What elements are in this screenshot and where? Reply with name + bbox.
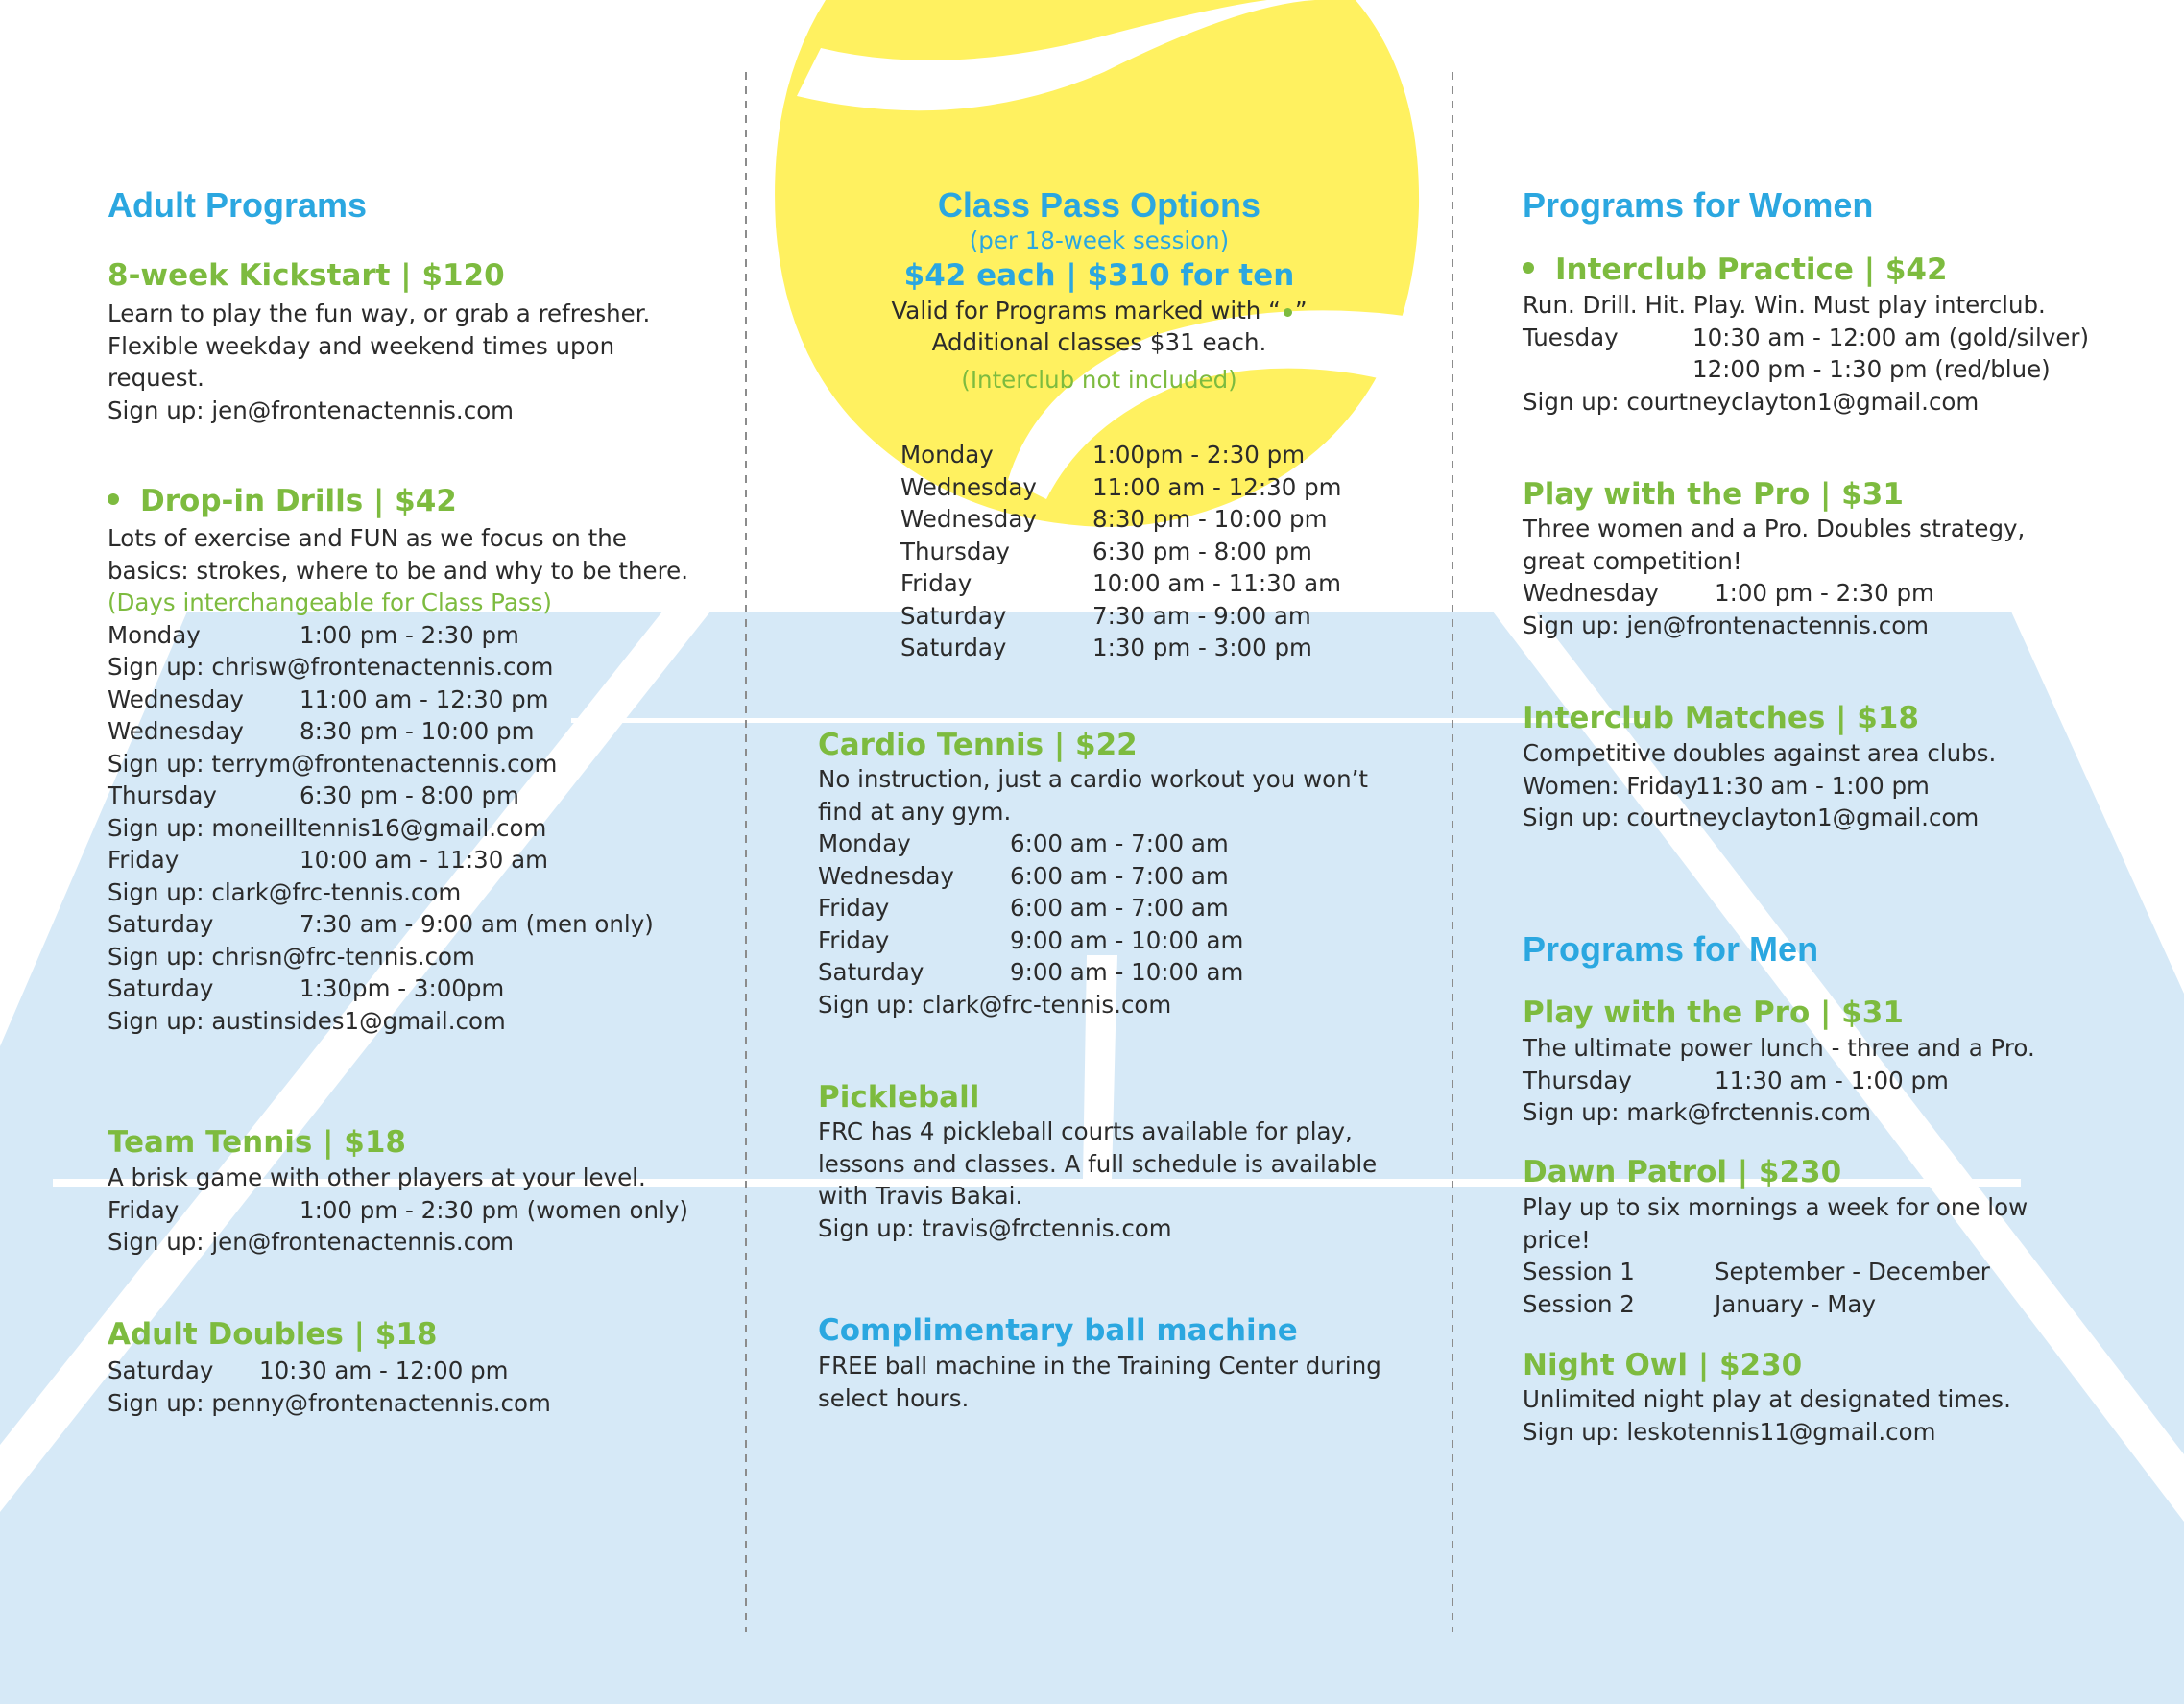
interclub-practice-description: Run. Drill. Hit. Play. Win. Must play interclub. Tuesday 10:30 am - 12:00 am (gold/silver) 12:00 pm - 1:30 pm (red/blue) Sign up: courtneyclayton1@gmail.com: [1523, 291, 2090, 416]
court-service-line-top: [571, 718, 1646, 723]
schedule-time: 6:30 pm - 8:00 pm: [1092, 537, 1312, 565]
team-tennis-description: A brisk game with other players at your level. Friday 1:00 pm - 2:30 pm (women only) Sign up: jen@frontenactennis.com: [108, 1164, 688, 1256]
schedule-row: [900, 471, 1342, 504]
schedule-day: Thursday: [108, 781, 217, 809]
adult-programs-title: Adult Programs: [108, 185, 368, 225]
class-pass-bullet-icon: [1523, 262, 1534, 274]
ball-machine-heading: Complimentary ball machine: [818, 1313, 1298, 1348]
men-pro-description: The ultimate power lunch - three and a Pro. Thursday 11:30 am - 1:00 pm Sign up: mark@frctennis.com: [1523, 1034, 2035, 1126]
schedule-time: 7:30 am - 9:00 am (men only): [300, 910, 654, 938]
men-programs-title: Programs for Men: [1523, 929, 1819, 969]
signup-email: Sign up: moneilltennis16@gmail.com: [108, 813, 547, 842]
signup-email: Sign up: chrisn@frc-tennis.com: [108, 942, 475, 971]
adult-doubles-description: Saturday 10:30 am - 12:00 pm Sign up: penny@frontenactennis.com: [108, 1356, 551, 1417]
schedule-time: 6:30 pm - 8:00 pm: [300, 781, 519, 809]
schedule-row: [108, 844, 688, 876]
dropin-schedule: [108, 619, 688, 1038]
interclub-practice-heading: Interclub Practice | $42: [1523, 252, 1948, 287]
class-pass-header: [811, 185, 1387, 402]
schedule-row: [818, 892, 1368, 924]
schedule-time: 8:30 pm - 10:00 pm: [300, 717, 535, 745]
schedule-day: Wednesday: [900, 505, 1037, 533]
class-pass-subtitle: (per 18-week session): [969, 227, 1230, 254]
schedule-day: Monday: [108, 620, 201, 649]
schedule-day: Friday: [108, 846, 180, 874]
schedule-time: 1:30pm - 3:00pm: [300, 974, 505, 1002]
signup-email: Sign up: chrisw@frontenactennis.com: [108, 653, 554, 681]
schedule-row: [818, 924, 1368, 957]
dawn-patrol-description: Play up to six mornings a week for one low price! Session 1 September - December Session 2 January - May: [1523, 1193, 2028, 1318]
schedule-time: 8:30 pm - 10:00 pm: [1092, 505, 1328, 533]
signup-email: Sign up: terrym@frontenactennis.com: [108, 749, 558, 778]
schedule-row: [900, 600, 1342, 633]
schedule-time: 9:00 am - 10:00 am: [1010, 958, 1244, 986]
class-pass-additional: Additional classes $31 each.: [931, 328, 1267, 356]
schedule-row: [900, 536, 1342, 568]
schedule-day: Friday: [818, 894, 890, 922]
schedule-day: Friday: [818, 925, 890, 954]
interclub-matches-description: Competitive doubles against area clubs. Women: Friday 11:30 am - 1:00 pm Sign up: courtneyclayton1@gmail.com: [1523, 739, 1997, 831]
class-pass-bullet-icon: [108, 493, 119, 505]
schedule-row: [108, 1005, 688, 1038]
kickstart-description: Learn to play the fun way, or grab a refresher. Flexible weekday and weekend times upon request. Sign up: jen@frontenactennis.com: [108, 300, 651, 424]
class-pass-schedule: [900, 439, 1342, 664]
schedule-row: [108, 812, 688, 845]
cardio-schedule: [818, 828, 1368, 989]
women-pro-heading: Play with the Pro | $31: [1523, 477, 1904, 512]
night-owl-description: Unlimited night play at designated times. Sign up: leskotennis11@gmail.com: [1523, 1385, 2011, 1446]
schedule-time: 10:00 am - 11:30 am: [1092, 569, 1341, 597]
schedule-row: [900, 503, 1342, 536]
dawn-patrol-heading: Dawn Patrol | $230: [1523, 1155, 1842, 1189]
dropin-heading: Drop-in Drills | $42: [108, 484, 457, 518]
schedule-time: 9:00 am - 10:00 am: [1010, 925, 1244, 954]
schedule-time: 1:30 pm - 3:00 pm: [1092, 634, 1312, 661]
schedule-time: 1:00pm - 2:30 pm: [1092, 441, 1306, 468]
schedule-row: [108, 780, 688, 812]
schedule-day: Saturday: [900, 634, 1007, 661]
men-pro-heading: Play with the Pro | $31: [1523, 996, 1904, 1030]
class-pass-bullet-icon: [1284, 308, 1292, 317]
signup-email: Sign up: austinsides1@gmail.com: [108, 1006, 506, 1035]
class-pass-valid: Valid for Programs marked with “ ”: [891, 297, 1308, 324]
schedule-time: 10:00 am - 11:30 am: [300, 846, 548, 874]
schedule-day: Friday: [900, 569, 972, 597]
schedule-row: [900, 632, 1342, 664]
schedule-day: Monday: [900, 441, 994, 468]
schedule-row: [108, 876, 688, 909]
team-tennis-heading: Team Tennis | $18: [108, 1125, 406, 1160]
schedule-time: 6:00 am - 7:00 am: [1010, 894, 1229, 922]
schedule-time: 11:00 am - 12:30 pm: [300, 684, 549, 713]
class-pass-price: $42 each | $310 for ten: [903, 258, 1295, 293]
schedule-day: Saturday: [108, 910, 214, 938]
schedule-row: [108, 684, 688, 716]
schedule-row: [108, 972, 688, 1005]
adult-doubles-heading: Adult Doubles | $18: [108, 1317, 438, 1352]
schedule-day: Wednesday: [818, 861, 954, 890]
pickleball-description: FRC has 4 pickleball courts available for play, lessons and classes. A full schedule is available with Travis Bakai. Sign up: travis@frctennis.com: [818, 1117, 1378, 1242]
class-pass-title: Class Pass Options: [937, 185, 1261, 225]
schedule-day: Saturday: [900, 601, 1007, 630]
schedule-row: [900, 567, 1342, 600]
schedule-row: [108, 651, 688, 684]
schedule-day: Wednesday: [108, 717, 244, 745]
interclub-matches-heading: Interclub Matches | $18: [1523, 701, 1919, 735]
signup-email: Sign up: clark@frc-tennis.com: [108, 877, 462, 906]
schedule-day: Monday: [818, 829, 911, 857]
schedule-time: 7:30 am - 9:00 am: [1092, 601, 1311, 630]
schedule-day: Wednesday: [900, 472, 1037, 501]
women-programs-title: Programs for Women: [1523, 185, 1874, 225]
ball-machine-description: FREE ball machine in the Training Center during select hours.: [818, 1352, 1381, 1412]
cardio-description: No instruction, just a cardio workout you won’t find at any gym. Monday 6:00 am - 7:00 am Wednesday 6:00 am - 7:00 am Friday 6:00 am - 7:00 am Friday 9:00 am - 10:00 am Saturday 9:00 am - 10:00 am Sign up: clark@frc-tennis.com: [818, 765, 1369, 1019]
women-pro-description: Three women and a Pro. Doubles strategy, great competition! Wednesday 1:00 pm - 2:30 pm Sign up: jen@frontenactennis.com: [1523, 515, 2026, 639]
pickleball-heading: Pickleball: [818, 1080, 980, 1115]
schedule-time: 6:00 am - 7:00 am: [1010, 829, 1229, 857]
kickstart-heading: 8-week Kickstart | $120: [108, 258, 505, 293]
schedule-row: [108, 941, 688, 973]
schedule-day: Wednesday: [108, 684, 244, 713]
schedule-day: Saturday: [108, 974, 214, 1002]
schedule-day: Thursday: [900, 537, 1010, 565]
schedule-row: [108, 715, 688, 748]
dropin-description: Lots of exercise and FUN as we focus on the basics: strokes, where to be and why to be there. (Days interchangeable for Class Pass) Monday 1:00 pm - 2:30 pm Sign up: chrisw@frontenactennis.com Wednesday 11:00 am - 12:30 pm Wednesday 8:30 pm - 10:00 pm Sign up: terrym@frontenactennis.com Thursday 6:30 pm - 8:00 pm Sign up: moneilltennis16@gmail.com Friday 10:00 am - 11:30 am Sign up: clark@frc-tennis.com Saturday 7:30 am - 9:00 am (men only) Sign up: chrisn@frc-tennis.com Saturday 1:30pm - 3:00pm Sign up: austinsides1@gmail.com: [108, 522, 688, 1037]
schedule-time: 1:00 pm - 2:30 pm: [300, 620, 519, 649]
schedule-row: [818, 860, 1368, 893]
schedule-time: 6:00 am - 7:00 am: [1010, 861, 1229, 890]
schedule-row: [108, 748, 688, 780]
night-owl-heading: Night Owl | $230: [1523, 1348, 1803, 1382]
schedule-row: [900, 439, 1342, 471]
cardio-heading: Cardio Tennis | $22: [818, 728, 1138, 762]
schedule-row: [818, 956, 1368, 989]
schedule-row: [108, 908, 688, 941]
schedule-row: [818, 828, 1368, 860]
schedule-row: [108, 619, 688, 652]
class-pass-note: (Interclub not included): [961, 366, 1237, 394]
schedule-time: 11:00 am - 12:30 pm: [1092, 472, 1342, 501]
schedule-day: Saturday: [818, 958, 924, 986]
